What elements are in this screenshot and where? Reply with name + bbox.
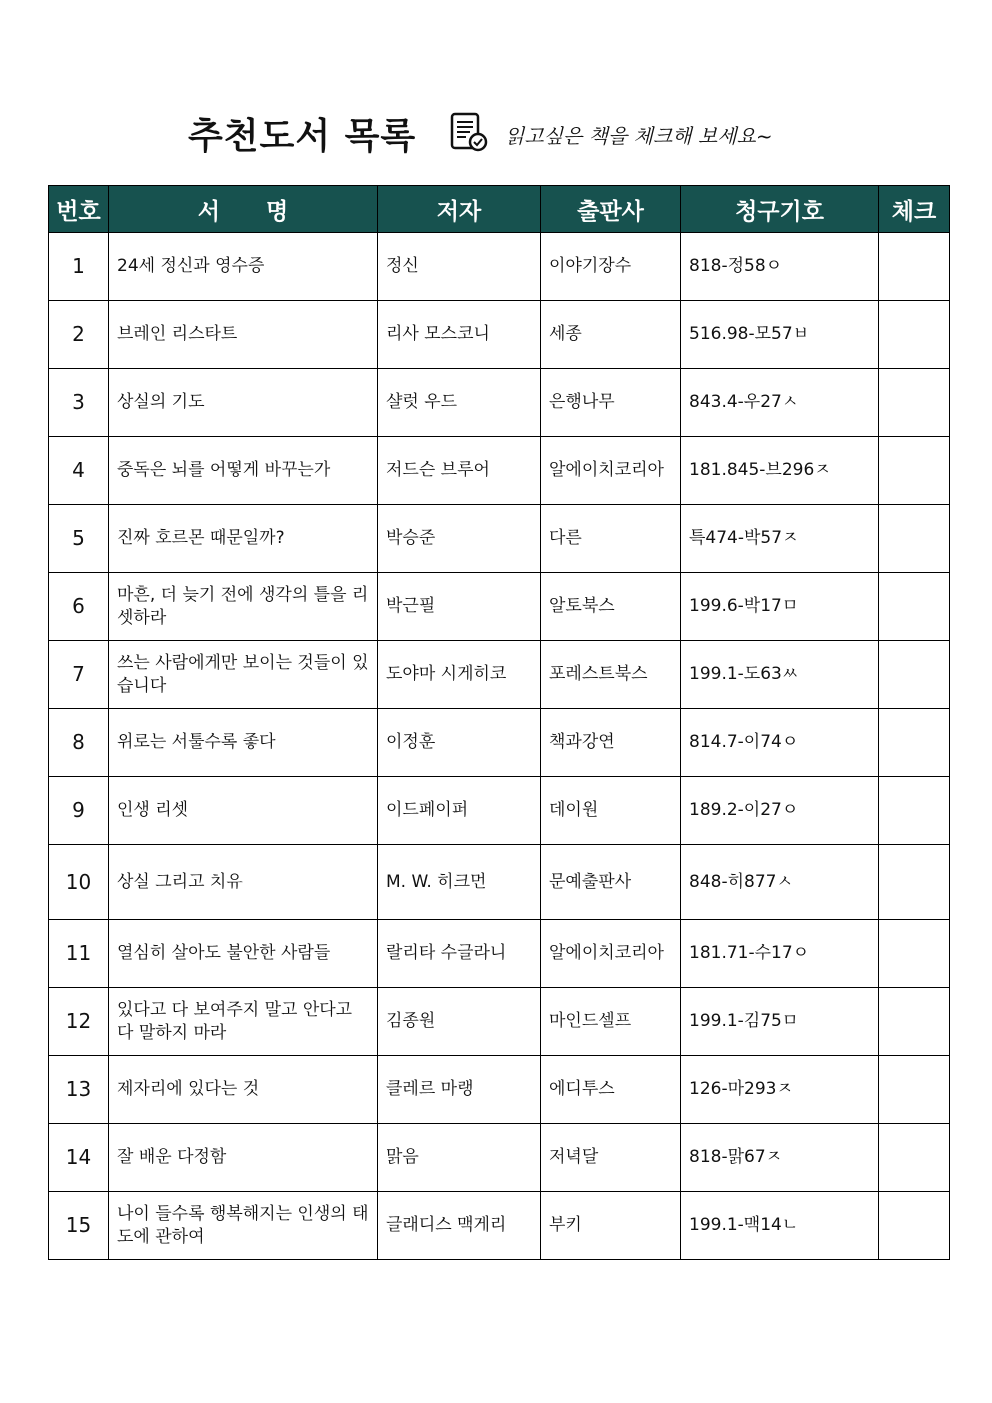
table-row xyxy=(49,233,950,301)
book-author: 랄리타 수글라니 xyxy=(378,920,541,988)
header-title: 서 명 xyxy=(109,186,378,233)
check-cell[interactable] xyxy=(879,301,950,369)
row-number: 4 xyxy=(49,437,109,505)
row-number: 2 xyxy=(49,301,109,369)
check-cell[interactable] xyxy=(879,437,950,505)
book-author: M. W. 히크먼 xyxy=(378,845,541,920)
call-number: 189.2-이27ㅇ xyxy=(681,777,879,845)
call-number: 843.4-우27ㅅ xyxy=(681,369,879,437)
book-author: 이드페이퍼 xyxy=(378,777,541,845)
table-row xyxy=(49,1192,950,1260)
check-cell[interactable] xyxy=(879,920,950,988)
call-number: 848-히877ㅅ xyxy=(681,845,879,920)
book-title: 브레인 리스타트 xyxy=(109,301,378,369)
check-cell[interactable] xyxy=(879,641,950,709)
check-cell[interactable] xyxy=(879,233,950,301)
book-list-table xyxy=(48,185,950,1260)
table-row xyxy=(49,1124,950,1192)
book-author: 글래디스 맥게리 xyxy=(378,1192,541,1260)
row-number: 11 xyxy=(49,920,109,988)
call-number: 814.7-이74ㅇ xyxy=(681,709,879,777)
table-row xyxy=(49,777,950,845)
book-publisher: 알에이치코리아 xyxy=(541,437,681,505)
table-row xyxy=(49,505,950,573)
book-publisher: 마인드셀프 xyxy=(541,988,681,1056)
row-number: 6 xyxy=(49,573,109,641)
call-number: 199.1-김75ㅁ xyxy=(681,988,879,1056)
row-number: 13 xyxy=(49,1056,109,1124)
row-number: 7 xyxy=(49,641,109,709)
book-author: 박근필 xyxy=(378,573,541,641)
book-title: 열심히 살아도 불안한 사람들 xyxy=(109,920,378,988)
call-number: 199.6-박17ㅁ xyxy=(681,573,879,641)
row-number: 9 xyxy=(49,777,109,845)
book-title: 인생 리셋 xyxy=(109,777,378,845)
book-publisher: 포레스트북스 xyxy=(541,641,681,709)
book-author: 이정훈 xyxy=(378,709,541,777)
row-number: 15 xyxy=(49,1192,109,1260)
book-author: 박승준 xyxy=(378,505,541,573)
book-title: 나이 들수록 행복해지는 인생의 태도에 관하여 xyxy=(109,1192,378,1260)
check-cell[interactable] xyxy=(879,845,950,920)
call-number: 199.1-맥14ㄴ xyxy=(681,1192,879,1260)
book-title: 중독은 뇌를 어떻게 바꾸는가 xyxy=(109,437,378,505)
row-number: 1 xyxy=(49,233,109,301)
check-cell[interactable] xyxy=(879,1192,950,1260)
check-cell[interactable] xyxy=(879,1056,950,1124)
table-row xyxy=(49,437,950,505)
book-title: 제자리에 있다는 것 xyxy=(109,1056,378,1124)
book-title: 진짜 호르몬 때문일까? xyxy=(109,505,378,573)
row-number: 3 xyxy=(49,369,109,437)
check-cell[interactable] xyxy=(879,573,950,641)
checklist-icon xyxy=(450,112,488,152)
table-row xyxy=(49,920,950,988)
table-row xyxy=(49,369,950,437)
book-author: 김종원 xyxy=(378,988,541,1056)
book-title: 마흔, 더 늦기 전에 생각의 틀을 리셋하라 xyxy=(109,573,378,641)
call-number: 특474-박57ㅈ xyxy=(681,505,879,573)
table-row xyxy=(49,301,950,369)
book-author: 도야마 시게히코 xyxy=(378,641,541,709)
page-title: 추천도서 목록 xyxy=(188,116,417,157)
book-publisher: 저녁달 xyxy=(541,1124,681,1192)
book-publisher: 다른 xyxy=(541,505,681,573)
table-row xyxy=(49,641,950,709)
book-title: 잘 배운 다정함 xyxy=(109,1124,378,1192)
header-author: 저자 xyxy=(378,186,541,233)
row-number: 14 xyxy=(49,1124,109,1192)
call-number: 181.845-브296ㅈ xyxy=(681,437,879,505)
check-cell[interactable] xyxy=(879,709,950,777)
book-publisher: 문예출판사 xyxy=(541,845,681,920)
check-cell[interactable] xyxy=(879,505,950,573)
table-row xyxy=(49,845,950,920)
book-publisher: 책과강연 xyxy=(541,709,681,777)
book-publisher: 알토북스 xyxy=(541,573,681,641)
row-number: 10 xyxy=(49,845,109,920)
header-publisher: 출판사 xyxy=(541,186,681,233)
book-title: 위로는 서툴수록 좋다 xyxy=(109,709,378,777)
subtitle: 읽고싶은 책을 체크해 보세요~ xyxy=(505,124,773,148)
table-row xyxy=(49,988,950,1056)
book-author: 저드슨 브루어 xyxy=(378,437,541,505)
call-number: 126-마293ㅈ xyxy=(681,1056,879,1124)
header-call-number: 청구기호 xyxy=(681,186,879,233)
call-number: 181.71-수17ㅇ xyxy=(681,920,879,988)
book-author: 맑음 xyxy=(378,1124,541,1192)
check-cell[interactable] xyxy=(879,777,950,845)
call-number: 516.98-모57ㅂ xyxy=(681,301,879,369)
check-cell[interactable] xyxy=(879,1124,950,1192)
book-title: 상실의 기도 xyxy=(109,369,378,437)
book-publisher: 데이원 xyxy=(541,777,681,845)
book-publisher: 에디투스 xyxy=(541,1056,681,1124)
header-check: 체크 xyxy=(879,186,950,233)
book-publisher: 부키 xyxy=(541,1192,681,1260)
book-author: 정신 xyxy=(378,233,541,301)
call-number: 818-맑67ㅈ xyxy=(681,1124,879,1192)
book-author: 리사 모스코니 xyxy=(378,301,541,369)
table-row xyxy=(49,1056,950,1124)
table-row xyxy=(49,709,950,777)
row-number: 12 xyxy=(49,988,109,1056)
call-number: 199.1-도63ㅆ xyxy=(681,641,879,709)
book-publisher: 이야기장수 xyxy=(541,233,681,301)
check-cell[interactable] xyxy=(879,988,950,1056)
book-author: 샬럿 우드 xyxy=(378,369,541,437)
book-title: 상실 그리고 치유 xyxy=(109,845,378,920)
row-number: 5 xyxy=(49,505,109,573)
table-row xyxy=(49,573,950,641)
header-number: 번호 xyxy=(49,186,109,233)
book-publisher: 은행나무 xyxy=(541,369,681,437)
book-title: 24세 정신과 영수증 xyxy=(109,233,378,301)
book-publisher: 세종 xyxy=(541,301,681,369)
book-author: 클레르 마랭 xyxy=(378,1056,541,1124)
call-number: 818-정58ㅇ xyxy=(681,233,879,301)
book-title: 있다고 다 보여주지 말고 안다고 다 말하지 마라 xyxy=(109,988,378,1056)
row-number: 8 xyxy=(49,709,109,777)
book-publisher: 알에이치코리아 xyxy=(541,920,681,988)
check-cell[interactable] xyxy=(879,369,950,437)
book-title: 쓰는 사람에게만 보이는 것들이 있습니다 xyxy=(109,641,378,709)
